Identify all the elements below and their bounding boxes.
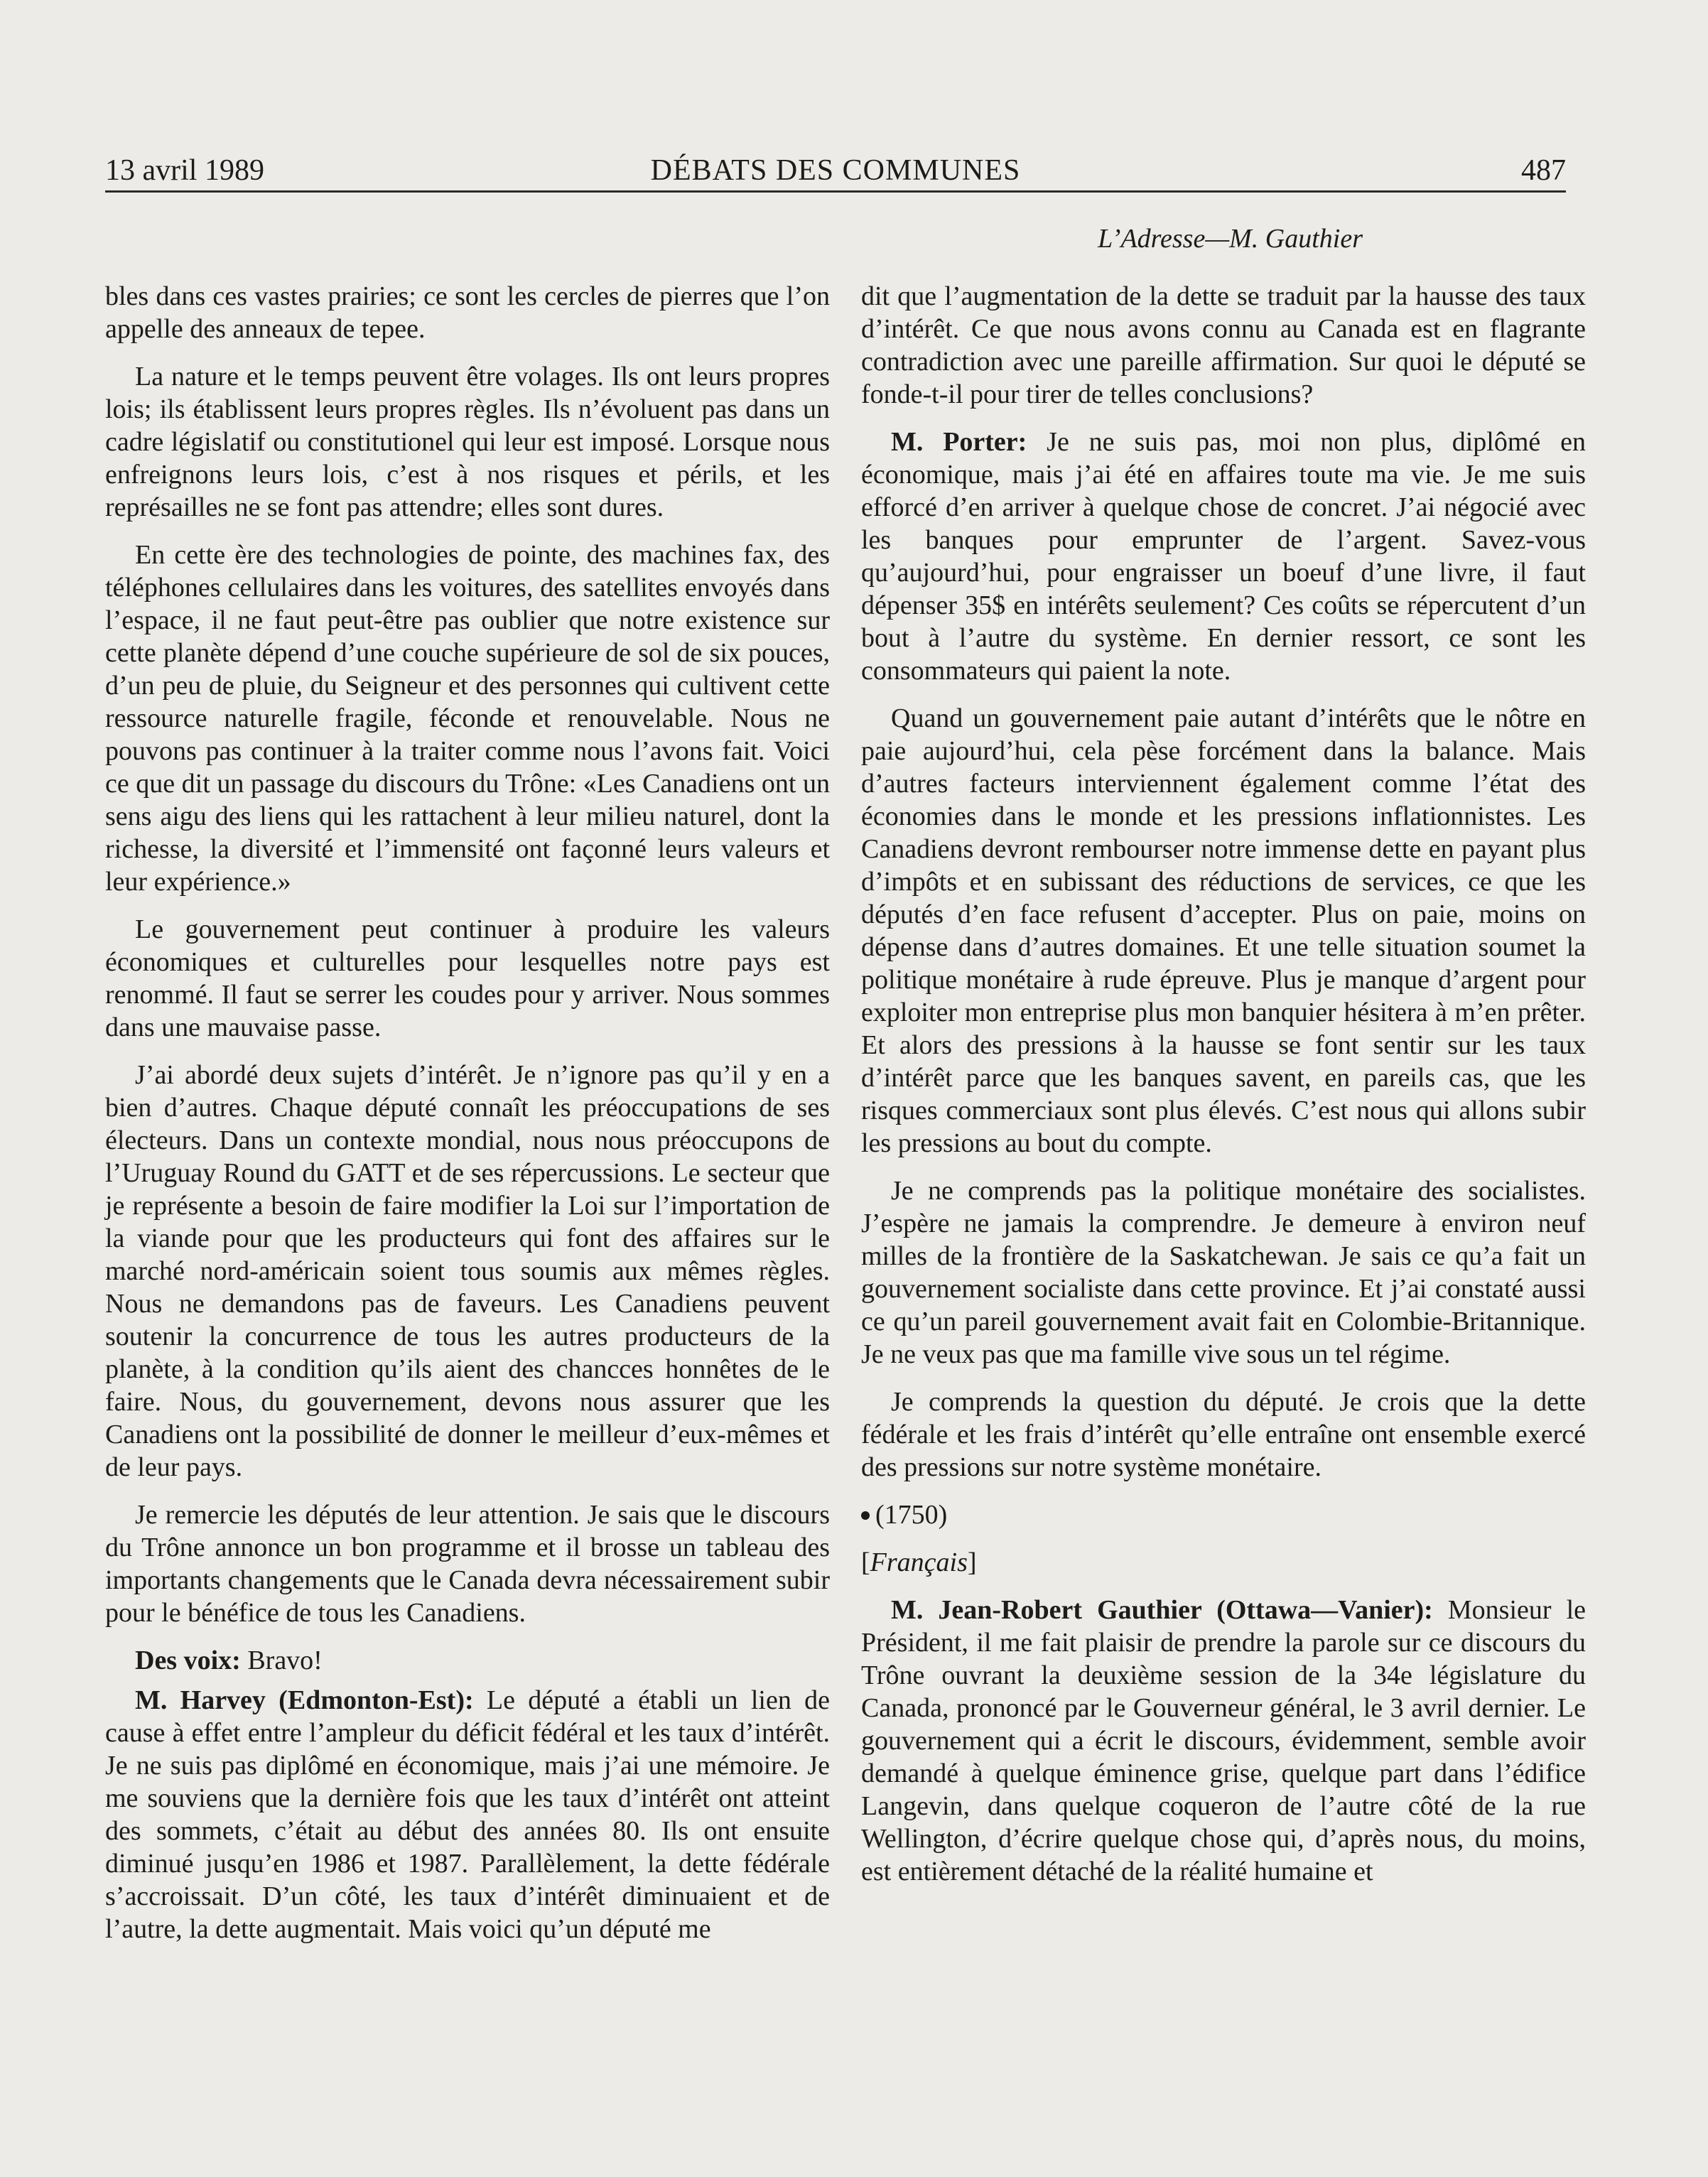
speaker-name: M. Porter:	[891, 427, 1027, 457]
paragraph: Quand un gouvernement paie autant d’intérêts que le nôtre en paie aujourd’hui, cela pèse forcément dans la balance. Mais d’autres facteurs interviennent également comme l’état des économies dans le monde et les pressions inflationnistes. Les Canadiens devront rembourser notre immense dette en payant plus d’impôts et en subissant des réductions de services, ce que les députés d’en face refusent d’accepter. Plus on paie, moins on dépense dans d’autres domaines. Et une telle situation soumet la politique monétaire à rude épreuve. Plus je manque d’argent pour exploiter mon entreprise plus mon banquier hésitera à m’en prêter. Et alors des pressions à la hausse se font sentir sur les taux d’intérêt parce que les banques savent, en pareils cas, que les risques commerciaux sont plus élevés. C’est nous qui allons subir les pressions au bout du compte.	[861, 703, 1586, 1158]
paragraph: Je remercie les députés de leur attention. Je sais que le discours du Trône annonce un bon programme et il brosse un tableau des importants changements que le Canada devra nécessairement subir pour le bénéfice de tous les Canadiens.	[105, 1500, 830, 1628]
header-rule	[105, 190, 1566, 193]
paragraph: Je ne comprends pas la politique monétaire des socialistes. J’espère ne jamais la comprendre. Je demeure à environ neuf milles de la frontière de la Saskatchewan. Je sais ce qu’a fait un gouvernement socialiste dans cette province. Et j’ai constaté aussi ce qu’un pareil gouvernement avait fait en Colombie-Britannique. Je ne veux pas que ma famille vive sous un tel régime.	[861, 1176, 1586, 1369]
paragraph: La nature et le temps peuvent être volages. Ils ont leurs propres lois; ils établissent leurs propres règles. Ils n’évoluent pas dans un cadre législatif ou constitutionel qui leur est imposé. Lorsque nous enfreignons leurs lois, c’est à nos risques et périls, et les représailles ne se font pas attendre; elles sont dures.	[105, 362, 830, 522]
right-column	[861, 280, 1586, 1903]
speaker-paragraph: Des voix: Bravo!	[135, 1646, 323, 1675]
paragraph: En cette ère des technologies de pointe, des machines fax, des téléphones cellulaires dans les voitures, des satellites envoyés dans l’espace, il ne faut peut-être pas oublier que notre existence sur cette planète dépend d’une couche supérieure de sol de six pouces, d’un peu de pluie, du Seigneur et des personnes qui cultivent cette ressource naturelle fragile, féconde et renouvelable. Nous ne pouvons pas continuer à la traiter comme nous l’avons fait. Voici ce que dit un passage du discours du Trône: «Les Canadiens ont un sens aigu des liens qui les rattachent à leur milieu naturel, dont la richesse, la diversité et l’immensité ont façonné leurs valeurs et leur expérience.»	[105, 540, 830, 897]
speaker-name: M. Jean-Robert Gauthier (Ottawa—Vanier):	[891, 1595, 1433, 1625]
speaker-paragraph: M. Harvey (Edmonton-Est): Le député a établi un lien de cause à effet entre l’ampleur du déficit fédéral et les taux d’intérêt. Je ne suis pas diplômé en économique, mais j’ai une mémoire. Je me souviens que la dernière fois que les taux d’intérêt ont atteint des sommets, c’était au début des années 80. Ils ont ensuite diminué jusqu’en 1986 et 1987. Parallèlement, la dette fédérale s’accroissait. D’un côté, les taux d’intérêt diminuaient et de l’autre, la dette augmentait. Mais voici qu’un député me	[105, 1685, 830, 1944]
paragraph: dit que l’augmentation de la dette se traduit par la hausse des taux d’intérêt. Ce que nous avons connu au Canada est en flagrante contradiction avec une pareille affirmation. Sur quoi le député se fonde-t-il pour tirer de telles conclusions?	[861, 281, 1586, 409]
bullet-icon	[861, 1511, 870, 1520]
speaker-name: M. Harvey (Edmonton-Est):	[135, 1685, 474, 1715]
page-header	[105, 149, 1566, 192]
speaker-name: Des voix:	[135, 1646, 241, 1675]
paragraph: Le gouvernement peut continuer à produire les valeurs économiques et culturelles pour lesquelles notre pays est renommé. Il faut se serrer les coudes pour y arriver. Nous sommes dans une mauvaise passe.	[105, 914, 830, 1042]
paragraph: bles dans ces vastes prairies; ce sont les cercles de pierres que l’on appelle des anneaux de tepee.	[105, 281, 830, 344]
page-number: 487	[1521, 154, 1566, 187]
paragraph: Je comprends la question du député. Je crois que la dette fédérale et les frais d’intérêt qu’elle entraîne ont ensemble exercé des pressions sur notre système monétaire.	[861, 1387, 1586, 1482]
header-title: DÉBATS DES COMMUNES	[650, 154, 1021, 187]
speaker-paragraph: M. Jean-Robert Gauthier (Ottawa—Vanier): Monsieur le Président, il me fait plaisir de prendre la parole sur ce discours du Trône ouvrant la deuxième session de la 34e législature du Canada, prononcé par le Gouverneur général, le 3 avril dernier. Le gouvernement qui a écrit le discours, évidemment, semble avoir demandé à quelque éminence grise, quelque part dans l’édifice Langevin, dans quelque coqueron de l’autre côté de la rue Wellington, d’écrire quelque chose qui, d’après nous, du moins, est entièrement détaché de la réalité humaine et	[861, 1595, 1587, 1886]
time-marker: (1750)	[861, 1498, 1586, 1531]
running-head: L’Adresse—M. Gauthier	[1098, 224, 1363, 254]
header-date: 13 avril 1989	[105, 154, 264, 187]
paragraph: J’ai abordé deux sujets d’intérêt. Je n’ignore pas qu’il y en a bien d’autres. Chaque député connaît les préoccupations de ses électeurs. Dans un contexte mondial, nous nous préoccupons de l’Uruguay Round du GATT et de ses répercussions. Le secteur que je représente a besoin de faire modifier la Loi sur l’importation de la viande pour que les producteurs qui font des affaires sur le marché nord-américain soient tous soumis aux mêmes règles. Nous ne demandons pas de faveurs. Les Canadiens peuvent soutenir la concurrence de tous les autres producteurs de la planète, à la condition qu’ils aient des chancces honnêtes de le faire. Nous, du gouvernement, devons nous assurer que les Canadiens ont la possibilité de donner le meilleur d’eux-mêmes et de leur pays.	[105, 1060, 830, 1482]
speaker-paragraph: M. Porter: Je ne suis pas, moi non plus, diplômé en économique, mais j’ai été en affaires toute ma vie. Je me suis efforcé d’en arriver à quelque chose de concret. J’ai négocié avec les banques pour emprunter de l’argent. Savez-vous qu’aujourd’hui, pour engraisser un boeuf d’une livre, il faut dépenser 35$ en intérêts seulement? Ces coûts se répercutent d’un bout à l’autre du système. En dernier ressort, ce sont les consommateurs qui paient la note.	[861, 427, 1586, 686]
language-tag: [Français]	[861, 1547, 977, 1577]
left-column	[105, 280, 830, 1960]
